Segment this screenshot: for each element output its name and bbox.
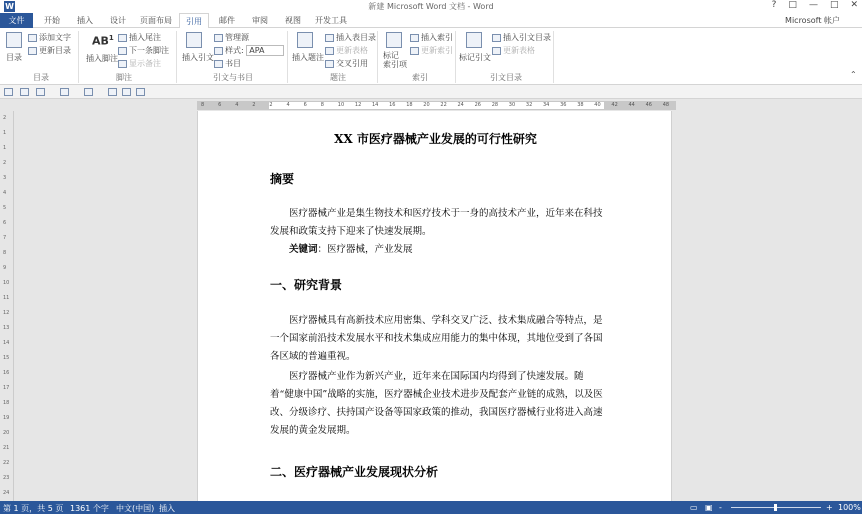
group-toc-label: 目录 [33,73,49,82]
mark-entry-button[interactable]: 标记 索引项 [383,51,407,69]
vruler-number: 13 [3,325,10,331]
insert-citation-icon [186,32,202,48]
mark-citation-button[interactable]: 标记引文 [459,53,491,62]
ruler-number: 42 [611,102,618,108]
footnote-icon-text: AB [92,34,109,48]
ruler-number: 30 [508,102,516,108]
tab-design[interactable]: 设计 [110,16,126,25]
bibliography-button[interactable] [214,58,241,69]
collapse-ribbon-icon[interactable]: ⌃ [850,70,857,79]
section2-heading: 二、医疗器械产业发展现状分析 [270,465,439,479]
align-icon[interactable] [60,88,69,96]
vruler-number: 21 [3,445,10,451]
ruler-number: 44 [628,102,635,108]
insert-toa-button[interactable] [492,32,551,43]
ruler-number: 16 [389,102,396,108]
ribbon [0,28,862,85]
add-text-label: 添加文字 [39,33,71,42]
vruler-number: 23 [3,475,10,481]
section1-paragraph-2: 医疗器械产业作为新兴产业，近年来在国际国内均得到了快速发展。随着“健康中国”战略的实施，医疗器械企业技术进步及配套产业链的成熟，以及医改、分级诊疗、扶持国产设备等国家政策的推动，我国医疗器械行业将进入高速发展的黄金发展期。 [270,371,603,436]
insert-table-of-figures-button[interactable] [325,32,376,43]
group-footnotes-label: 脚注 [116,73,132,82]
next-footnote-label: 下一条脚注 [129,46,169,55]
insert-index-button[interactable] [410,32,453,43]
language-indicator[interactable]: 中文(中国) [116,504,155,513]
endnote-icon [118,34,127,42]
status-bar [0,501,862,514]
close-button[interactable]: ✕ [850,0,858,10]
cross-reference-button[interactable] [325,58,368,69]
ribbon-display-button[interactable]: □ [788,0,797,10]
insert-index-icon [410,34,419,42]
ribbon-tabs [0,13,862,28]
ruler-number: 8 [201,102,205,108]
group-citations-label: 引文与书目 [213,73,253,82]
tab-file[interactable]: 文件 [0,13,33,28]
update-toa-label: 更新表格 [503,46,535,55]
tab-insert[interactable]: 插入 [77,16,93,25]
insert-toa-icon [492,34,501,42]
vruler-number: 9 [3,265,7,271]
vertical-ruler [0,111,14,501]
tab-view[interactable]: 视图 [285,16,301,25]
abstract-paragraph: 医疗器械产业是集生物技术和医疗技术于一身的高技术产业，近年来在科技发展和政策支持下迎来了快速发展期。 [270,208,603,237]
insert-index-label: 插入索引 [421,33,453,42]
shape-icon[interactable] [36,88,45,96]
cross-reference-icon [325,60,334,68]
ruler-left-margin [198,102,269,109]
style-selector [214,45,284,56]
help-button[interactable]: ? [771,0,777,10]
vruler-number: 24 [3,490,10,496]
insert-caption-button[interactable]: 插入题注 [292,53,324,62]
ruler-number: 38 [577,102,584,108]
style-label: 样式: [225,46,244,55]
add-text-icon [28,34,37,42]
vruler-number: 1 [3,130,7,136]
add-text-button[interactable] [28,32,71,43]
ruler-number: 20 [423,102,430,108]
ruler-number: 26 [474,102,481,108]
zoom-out-button[interactable]: - [719,503,722,512]
vruler-number: 17 [3,385,10,391]
footnote-icon-sup: 1 [108,34,114,42]
tab-mailings[interactable]: 邮件 [219,16,235,25]
update-table-icon [325,47,334,55]
insert-citation-button[interactable]: 插入引文 [182,53,214,62]
insert-endnote-button[interactable] [118,32,161,43]
text-color-icon[interactable] [122,88,131,96]
toc-button[interactable]: 目录 [6,53,22,62]
manage-sources-icon [214,34,223,42]
print-layout-icon[interactable] [20,88,29,96]
keywords-text: ：医疗器械，产业发展 [317,244,413,255]
vruler-number: 19 [3,415,10,421]
zoom-slider-thumb[interactable] [774,504,777,511]
mark-entry-icon [386,32,402,48]
grid-icon[interactable] [136,88,145,96]
ruler-number: 34 [543,102,550,108]
ruler-number: 4 [286,102,290,108]
vruler-number: 8 [3,250,7,256]
update-table-button[interactable] [325,45,368,56]
print-layout-view-icon[interactable]: ▣ [705,503,713,512]
ruler-number: 22 [440,102,447,108]
table-icon[interactable] [108,88,117,96]
ruler-number: 8 [320,102,324,108]
title-bar [0,0,862,13]
ruler-number: 40 [594,102,601,108]
window-controls [772,0,858,10]
keywords-line [289,241,413,255]
vruler-number: 20 [3,430,10,436]
abstract-heading: 摘要 [270,172,295,186]
show-notes-icon [118,60,127,68]
vruler-number: 11 [3,295,10,301]
vruler-number: 4 [3,190,7,196]
update-toc-button[interactable] [28,45,71,56]
vruler-number: 6 [3,220,7,226]
ruler-number: 18 [406,102,413,108]
mark-citation-icon [466,32,482,48]
ruler-number: 48 [662,102,670,108]
ruler-number: 2 [269,102,273,108]
vruler-number: 3 [3,175,7,181]
update-index-label: 更新索引 [421,46,453,55]
ruler-number: 24 [457,102,464,108]
page-count[interactable]: 第 1 页，共 5 页 [3,504,64,513]
ruler-bar[interactable] [197,101,676,110]
account-button[interactable]: Microsoft 帐户 [785,16,840,25]
insert-icon[interactable] [84,88,93,96]
ruler-number: 2 [252,102,256,108]
divider [455,31,456,83]
update-toa-icon [492,47,501,55]
group-index-label: 索引 [412,73,428,82]
horizontal-ruler [0,99,862,111]
tab-developer[interactable]: 开发工具 [315,16,347,25]
minimize-button[interactable]: — [808,0,818,10]
read-mode-icon[interactable]: ▭ [690,503,698,512]
section1-heading: 一、研究背景 [270,278,343,292]
bibliography-icon [214,60,223,68]
window-title: 新建 Microsoft Word 文档 - Word [368,2,494,11]
vruler-number: 5 [3,205,7,211]
vruler-number: 2 [3,115,7,121]
toc-icon [6,32,22,48]
group-toa-label: 引文目录 [490,73,522,82]
section1-paragraph-1: 医疗器械具有高新技术应用密集、学科交叉广泛、技术集成融合等特点，是一个国家前沿技术发展水平和技术集成应用能力的集中体现，其地位受到了各国各区域的普遍重视。 [270,315,603,362]
footnote-icon [92,34,114,48]
ruler-number: 32 [525,102,533,108]
keywords-label: 关键词 [289,244,318,255]
word-app-icon[interactable]: W [5,2,14,11]
insert-table-of-figures-label: 插入表目录 [336,33,376,42]
tab-page-layout[interactable]: 页面布局 [140,16,172,25]
vruler-number: 12 [3,310,10,316]
ruler-number: 12 [354,102,362,108]
update-toa-button[interactable] [492,45,535,56]
update-toc-label: 更新目录 [39,46,71,55]
vruler-number: 10 [3,280,10,286]
show-notes-button[interactable] [118,58,161,69]
divider [287,31,288,83]
vruler-number: 16 [3,370,10,376]
tab-review[interactable]: 审阅 [252,16,268,25]
tab-references[interactable]: 引用 [179,13,209,29]
manage-sources-label: 管理源 [225,33,249,42]
group-captions-label: 题注 [330,73,346,82]
vruler-number: 15 [3,355,10,361]
zoom-in-button[interactable]: + [826,503,833,512]
ruler-number: 6 [303,102,307,108]
zoom-level[interactable]: 100% [838,503,861,512]
word-count[interactable]: 1361 个字 [70,504,109,513]
quick-access-toolbar [0,85,862,99]
ruler-number: 46 [645,102,652,108]
insert-caption-icon [297,32,313,48]
update-index-button[interactable] [410,45,453,56]
document-page[interactable] [197,111,672,501]
ruler-number: 4 [235,102,239,108]
divider [377,31,378,83]
vruler-number: 22 [3,460,10,466]
ruler-number: 14 [372,102,379,108]
divider [553,31,554,83]
vruler-number: 1 [3,145,7,151]
manage-sources-button[interactable] [214,32,249,43]
tab-home[interactable]: 开始 [44,16,60,25]
document-title: XX 市医疗器械产业发展的可行性研究 [334,132,537,146]
style-dropdown[interactable]: APA [246,45,284,56]
next-footnote-icon [118,47,127,55]
insert-mode[interactable]: 插入 [159,504,175,513]
update-toc-icon [28,47,37,55]
ruler-number: 36 [560,102,567,108]
update-table-label: 更新表格 [336,46,368,55]
maximize-button[interactable]: □ [829,0,839,10]
vruler-number: 14 [3,340,10,346]
bibliography-label: 书目 [225,59,241,68]
next-footnote-button[interactable] [118,45,169,56]
insert-footnote-button[interactable]: 插入脚注 [86,54,118,63]
cross-reference-label: 交叉引用 [336,59,368,68]
table-of-figures-icon [325,34,334,42]
update-index-icon [410,47,419,55]
insert-toa-label: 插入引文目录 [503,33,551,42]
show-notes-label: 显示备注 [129,59,161,68]
vruler-number: 18 [3,400,10,406]
vruler-number: 7 [3,235,7,241]
ruler-number: 10 [337,102,345,108]
style-icon [214,47,223,55]
layout-icon[interactable] [4,88,13,96]
ruler-number: 28 [491,102,499,108]
ruler-number: 6 [218,102,222,108]
insert-endnote-label: 插入尾注 [129,33,161,42]
divider [78,31,79,83]
vruler-number: 2 [3,160,7,166]
divider [176,31,177,83]
